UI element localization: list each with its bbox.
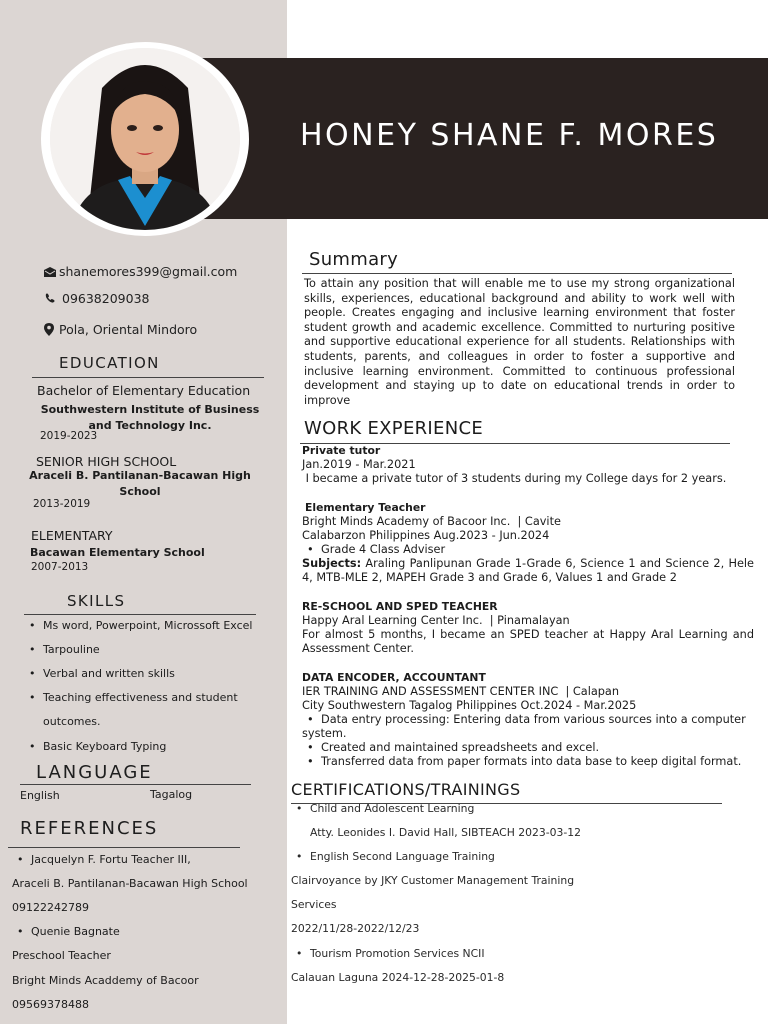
job-bullet: • Created and maintained spreadsheets and excel.	[321, 741, 599, 755]
job-subjects	[302, 557, 754, 585]
job-bullet: • Grade 4 Class Adviser	[321, 543, 445, 557]
reference-line: • Jacquelyn F. Fortu Teacher III,	[31, 853, 191, 866]
work-heading: WORK EXPERIENCE	[304, 418, 484, 439]
education-years: 2007-2013	[31, 561, 89, 573]
skill-item: • Teaching effectiveness and student	[43, 691, 238, 704]
education-years: 2019-2023	[40, 430, 98, 442]
job-line: Jan.2019 - Mar.2021	[302, 458, 416, 471]
education-degree: ELEMENTARY	[31, 528, 113, 543]
subjects-label: Subjects:	[302, 557, 362, 570]
reference-line: • Quenie Bagnate	[31, 925, 120, 938]
phone-text: 09638209038	[62, 291, 150, 306]
education-school: Araceli B. Pantilanan-Bacawan High School	[29, 469, 251, 498]
job-role: Private tutor	[302, 444, 381, 457]
certification-line: • English Second Language Training	[310, 850, 495, 863]
job-line: Bright Minds Academy of Bacoor Inc. | Cavite	[302, 515, 561, 528]
job-bullet-wrap: system.	[302, 727, 347, 740]
reference-line: 09569378488	[12, 998, 89, 1011]
skill-item: • Basic Keyboard Typing	[43, 740, 166, 753]
reference-line: 09122242789	[12, 901, 89, 914]
job-line: I became a private tutor of 3 students during my College days for 2 years.	[302, 472, 727, 485]
certifications-heading: CERTIFICATIONS/TRAININGS	[291, 780, 521, 799]
summary-divider	[302, 273, 732, 274]
education-degree: SENIOR HIGH SCHOOL	[36, 454, 177, 469]
job-line: City Southwestern Tagalog Philippines Oct.2024 - Mar.2025	[302, 699, 637, 712]
summary-text: To attain any position that will enable me to use my strong organizational skills, experiences, educational background and ability to work well with people. Creates engaging and inclusive learning environment that foster student growth and academic excellence. Committed to nurturing positive and supportive educational experience for all students. Relationships with students, parents, and colleagues in order to foster a supportive and inclusive learning environment. Committed to continuous professional development and staying up to date on educational trends in order to improve	[304, 277, 735, 407]
education-school: Southwestern Institute of Business and Technology Inc.	[40, 403, 260, 432]
skill-item: • Ms word, Powerpoint, Microssoft Excel	[43, 619, 252, 632]
job-line: Calabarzon Philippines Aug.2023 - Jun.2024	[302, 529, 550, 542]
skills-heading: SKILLS	[67, 592, 126, 610]
certification-line: • Child and Adolescent Learning	[310, 802, 474, 815]
job-role: DATA ENCODER, ACCOUNTANT	[302, 671, 486, 684]
subjects-text: Araling Panlipunan Grade 1-Grade 6, Science 1 and Science 2, Hele 4, MTB-MLE 2, MAPEH Grade 3 and Grade 6, Values 1 and Grade 2	[302, 557, 754, 584]
summary-heading: Summary	[309, 249, 399, 270]
skill-item: • Verbal and written skills	[43, 667, 175, 680]
language-divider	[20, 784, 251, 785]
certification-line: Clairvoyance by JKY Customer Management Training	[291, 874, 575, 887]
reference-line: Preschool Teacher	[12, 949, 111, 962]
language-item: Tagalog	[150, 788, 193, 801]
education-degree: Bachelor of Elementary Education	[37, 383, 251, 398]
education-divider	[32, 377, 264, 378]
language-heading: LANGUAGE	[36, 762, 153, 783]
skill-item: outcomes.	[43, 715, 101, 728]
email-icon	[44, 267, 56, 277]
skills-divider	[24, 614, 256, 615]
email-text[interactable]: shanemores399@gmail.com	[59, 264, 238, 279]
job-role: RE-SCHOOL AND SPED TEACHER	[302, 600, 498, 613]
job-text: For almost 5 months, I became an SPED teacher at Happy Aral Learning and Assessment Center.	[302, 628, 754, 655]
job-bullet: • Transferred data from paper formats into data base to keep digital format.	[321, 755, 741, 769]
reference-line: Bright Minds Acaddemy of Bacoor	[12, 974, 199, 987]
location-text: Pola, Oriental Mindoro	[59, 322, 198, 337]
resume-name: HONEY SHANE F. MORES	[300, 118, 719, 153]
references-heading: REFERENCES	[20, 818, 159, 839]
job-bullet: • Data entry processing: Entering data from various sources into a computer	[321, 713, 746, 727]
job-line: Happy Aral Learning Center Inc. | Pinamalayan	[302, 614, 570, 627]
language-item: English	[20, 789, 60, 802]
reference-line: Araceli B. Pantilanan-Bacawan High School	[12, 877, 248, 890]
certification-line: Calauan Laguna 2024-12-28-2025-01-8	[291, 971, 505, 984]
location-pin-icon	[44, 323, 54, 336]
job-line: IER TRAINING AND ASSESSMENT CENTER INC | Calapan	[302, 685, 620, 698]
certification-line: 2022/11/28-2022/12/23	[291, 922, 420, 935]
job-role: Elementary Teacher	[305, 501, 426, 514]
profile-photo	[50, 48, 240, 230]
education-heading: EDUCATION	[59, 354, 160, 372]
education-years: 2013-2019	[33, 498, 91, 510]
certification-line: Services	[291, 898, 337, 911]
references-divider	[8, 847, 240, 848]
certification-line: • Tourism Promotion Services NCII	[310, 947, 485, 960]
education-school: Bacawan Elementary School	[30, 546, 205, 559]
skill-item: • Tarpouline	[43, 643, 100, 656]
certification-line: Atty. Leonides I. David Hall, SIBTEACH 2023-03-12	[310, 826, 581, 839]
phone-icon	[45, 293, 55, 303]
